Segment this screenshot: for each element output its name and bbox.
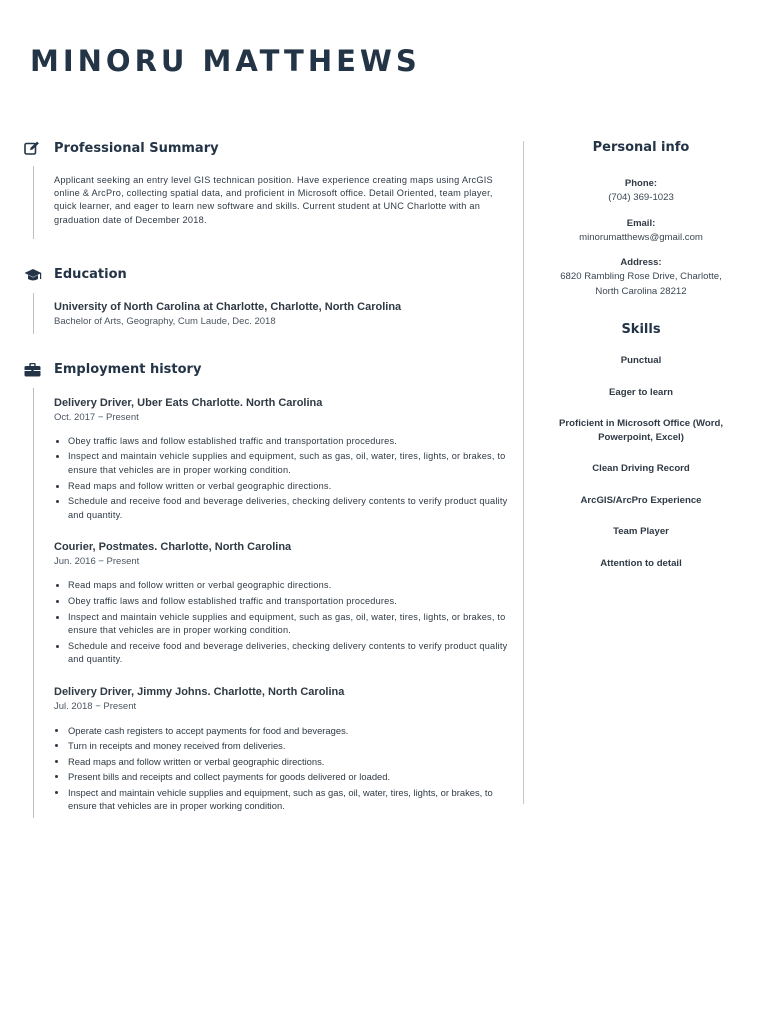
job-duty: • Read maps and follow written or verbal geographic directions. <box>68 579 508 593</box>
main-column <box>24 138 508 818</box>
job-title: Delivery Driver, Uber Eats Charlotte. North Carolina <box>54 396 323 409</box>
job-duty: • Inspect and maintain vehicle supplies and equipment, such as gas, oil, water, tires, lights, or brakes, to ensure that vehicles are in proper working condition. <box>68 611 508 638</box>
job-dates: Oct. 2017 − Present <box>54 411 139 423</box>
skill-item: Clean Driving Record <box>592 463 690 474</box>
job-duties <box>54 435 508 523</box>
skill-item: Proficient in Microsoft Office (Word, Powerpoint, Excel) <box>559 418 723 443</box>
education-section <box>24 265 508 334</box>
address-line: North Carolina 28212 <box>595 285 687 297</box>
section-body <box>33 388 508 819</box>
skill-item: ArcGIS/ArcPro Experience <box>580 494 702 506</box>
graduation-cap-icon <box>24 265 44 285</box>
edit-icon <box>24 138 44 158</box>
job-dates: Jun. 2016 − Present <box>54 556 140 568</box>
email-value: minorumatthews@gmail.com <box>579 231 703 243</box>
job-duty: • Operate cash registers to accept payments for food and beverages. <box>68 724 508 737</box>
skills-title: Skills <box>621 322 661 337</box>
job-duty: • Obey traffic laws and follow established traffic and transportation procedures. <box>68 595 508 609</box>
degree: Bachelor of Arts, Geography, Cum Laude, Dec. 2018 <box>54 315 276 327</box>
section-header <box>24 360 508 380</box>
professional-summary-section <box>24 138 508 239</box>
job-dates: Jul. 2018 − Present <box>54 700 137 712</box>
phone-value: (704) 369-1023 <box>608 192 674 203</box>
school-name: University of North Carolina at Charlotte, Charlotte, North Carolina <box>54 300 402 313</box>
section-title: Employment history <box>54 362 202 378</box>
briefcase-icon <box>24 360 44 380</box>
section-header <box>24 138 508 158</box>
sidebar-column <box>540 138 742 570</box>
job-entry <box>54 396 508 523</box>
section-header <box>24 265 508 285</box>
job-duty: • Inspect and maintain vehicle supplies and equipment, such as gas, oil, water, tires, lights, or brakes, to ensure that vehicles are in proper working condition. <box>68 786 508 813</box>
column-divider <box>523 141 524 804</box>
summary-text: Applicant seeking an entry level GIS technican position. Have experience creating maps using ArcGIS online & ArcPro, collecting spatial data, and proficient in Microsoft office. Detail Oriented, team player, quick learner, and eager to learn new software and skills. Current student at UNC Charlotte with an graduation date of December 2018. <box>54 175 493 225</box>
address-line: 6820 Rambling Rose Drive, Charlotte, <box>560 271 722 282</box>
job-duty: • Read maps and follow written or verbal geographic directions. <box>68 755 508 768</box>
section-title: Education <box>54 267 127 283</box>
job-title: Courier, Postmates. Charlotte, North Carolina <box>54 541 292 554</box>
skill-item: Punctual <box>620 355 662 366</box>
personal-info-title: Personal info <box>592 140 690 155</box>
job-duty: • Inspect and maintain vehicle supplies and equipment, such as gas, oil, water, tires, lights, or brakes, to ensure that vehicles are in proper working condition. <box>68 450 508 477</box>
skill-item: Eager to learn <box>609 386 673 398</box>
job-duty: • Obey traffic laws and follow established traffic and transportation procedures. <box>68 435 508 449</box>
job-duty: • Present bills and receipts and collect payments for goods delivered or loaded. <box>68 770 508 783</box>
job-duty: • Turn in receipts and money received from deliveries. <box>68 739 508 752</box>
job-duty: • Schedule and receive food and beverage deliveries, checking delivery contents to verify product quality and quantity. <box>68 640 508 667</box>
employment-history-section <box>24 360 508 819</box>
section-body <box>33 166 508 239</box>
job-title: Delivery Driver, Jimmy Johns. Charlotte, North Carolina <box>54 685 345 698</box>
job-duty: • Read maps and follow written or verbal geographic directions. <box>68 480 508 494</box>
section-title: Professional Summary <box>54 140 219 156</box>
section-body <box>33 293 508 334</box>
job-entry <box>54 685 508 812</box>
resume-name: MINORU MATTHEWS <box>30 44 421 78</box>
job-duties <box>54 724 508 812</box>
job-duty: • Schedule and receive food and beverage deliveries, checking delivery contents to verify product quality and quantity. <box>68 495 508 522</box>
skill-item: Attention to detail <box>600 557 682 569</box>
address-label: Address: <box>620 257 662 268</box>
job-duties <box>54 579 508 667</box>
job-entry <box>54 540 508 667</box>
skill-item: Team Player <box>613 526 669 537</box>
phone-label: Phone: <box>624 178 658 189</box>
email-label: Email: <box>626 217 656 229</box>
